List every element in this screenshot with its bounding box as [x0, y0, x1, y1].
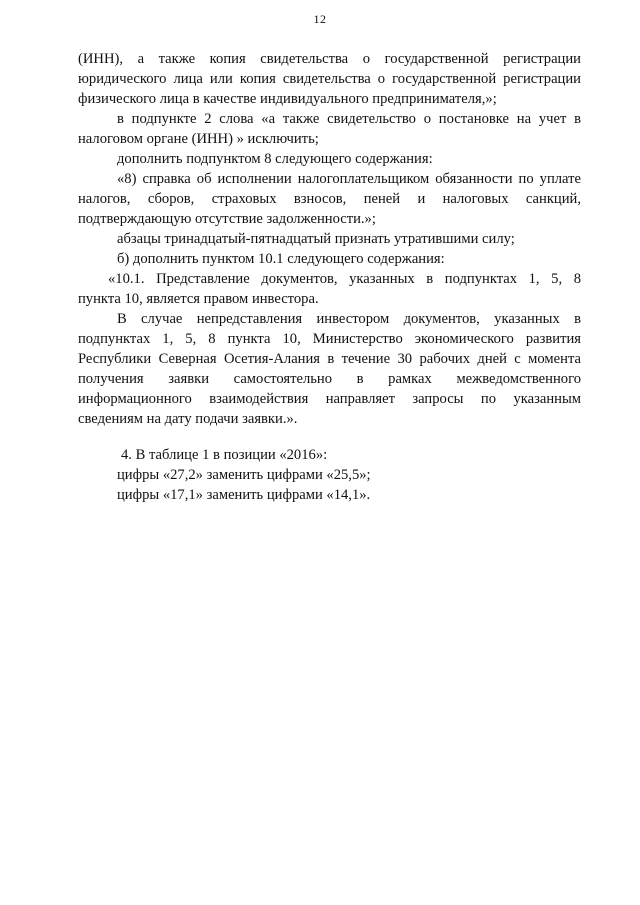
text-line: юридического лица или копия свидетельства о государственной регистрации [78, 71, 581, 87]
text-line: Республики Северная Осетия-Алания в течение 30 рабочих дней с момента [78, 351, 581, 367]
text-line: пункта 10, является правом инвестора. [78, 291, 319, 307]
text-line: налоговом органе (ИНН) » исключить; [78, 131, 319, 147]
section-heading: 4. В таблице 1 в позиции «2016»: [121, 447, 328, 463]
text-line: «8) справка об исполнении налогоплательщиком обязанности по уплате [117, 171, 581, 187]
text-line: налогов, сборов, страховых взносов, пеней и налоговых санкций, [78, 191, 581, 207]
text-line: В случае непредставления инвестором документов, указанных в [117, 311, 581, 327]
text-line: цифры «17,1» заменить цифрами «14,1». [117, 487, 371, 503]
text-line: дополнить подпунктом 8 следующего содержания: [117, 151, 433, 167]
text-line: сведениям на дату подачи заявки.». [78, 411, 298, 427]
text-line: информационного взаимодействия направляет запросы по указанным [78, 391, 581, 407]
text-line: подтверждающую отсутствие задолженности.»; [78, 211, 376, 227]
text-line: б) дополнить пунктом 10.1 следующего содержания: [117, 251, 445, 267]
text-line: «10.1. Представление документов, указанных в подпунктах 1, 5, 8 [108, 271, 581, 287]
text-line: цифры «27,2» заменить цифрами «25,5»; [117, 467, 371, 483]
text-line: физического лица в качестве индивидуального предпринимателя,»; [78, 91, 497, 107]
text-line: абзацы тринадцатый-пятнадцатый признать утратившими силу; [117, 231, 515, 247]
text-line: получения заявки самостоятельно в рамках межведомственного [78, 371, 581, 387]
text-line: подпунктах 1, 5, 8 пункта 10, Министерство экономического развития [78, 331, 581, 347]
text-line: (ИНН), а также копия свидетельства о государственной регистрации [78, 51, 581, 67]
page-number: 12 [313, 12, 327, 26]
text-line: в подпункте 2 слова «а также свидетельство о постановке на учет в [117, 111, 581, 127]
